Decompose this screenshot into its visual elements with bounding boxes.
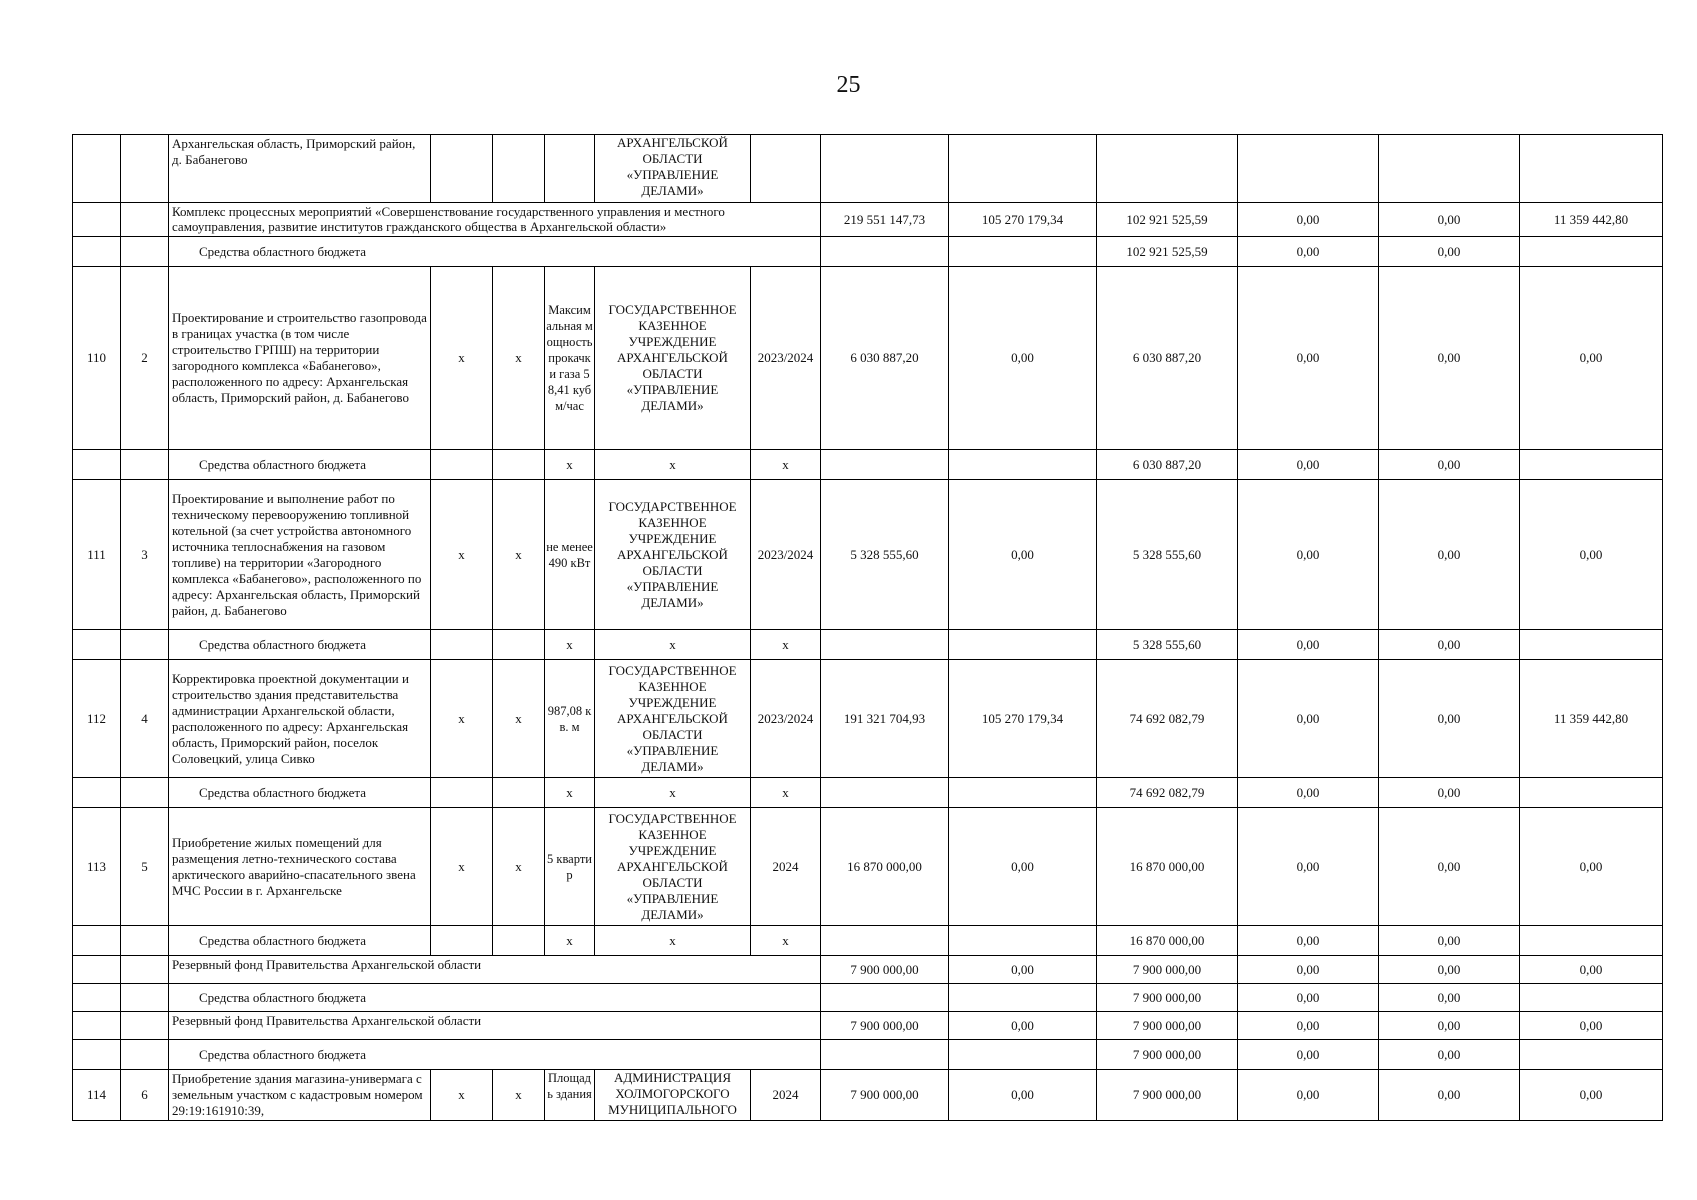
value-cell: 0,00 bbox=[1379, 237, 1520, 267]
x-cell: х bbox=[545, 630, 595, 660]
table-row bbox=[73, 203, 1663, 237]
item-name: Проектирование и выполнение работ по техническому перевооружению топливной котельной (за счет устройства автономного источника теплоснабжения на газовом топливе) на территории «Загородного комплекса «Бабанегово», расположенного по адресу: Архангельская область, Приморский район, д. Бабанегово bbox=[169, 480, 431, 630]
value-cell: 74 692 082,79 bbox=[1097, 778, 1238, 808]
value-cell: 0,00 bbox=[1379, 984, 1520, 1012]
item-name: Приобретение жилых помещений для размещения летно-технического состава арктического аварийно-спасательного звена МЧС России в г. Архангельске bbox=[169, 808, 431, 926]
item-name: Корректировка проектной документации и строительство здания представительства администрации Архангельской области, расположенного по адресу: Архангельская область, Приморский район, поселок Соловецкий, улица Сивко bbox=[169, 660, 431, 778]
row-number: 113 bbox=[73, 808, 121, 926]
x-cell: х bbox=[751, 630, 821, 660]
total-cell: 7 900 000,00 bbox=[821, 956, 949, 984]
capacity-cell: не менее 490 кВт bbox=[545, 480, 595, 630]
x-cell: х bbox=[431, 480, 493, 630]
row-subnumber: 3 bbox=[121, 480, 169, 630]
x-cell: х bbox=[545, 778, 595, 808]
total-cell: 7 900 000,00 bbox=[821, 1070, 949, 1121]
row-number: 114 bbox=[73, 1070, 121, 1121]
table-row bbox=[73, 956, 1663, 984]
budget-label: Средства областного бюджета bbox=[169, 778, 431, 808]
value-cell: 0,00 bbox=[1520, 808, 1663, 926]
value-cell: 0,00 bbox=[1379, 1040, 1520, 1070]
reserve-name: Резервный фонд Правительства Архангельской области bbox=[169, 1012, 821, 1040]
x-cell: х bbox=[493, 1070, 545, 1121]
value-cell: 5 328 555,60 bbox=[1097, 480, 1238, 630]
row-subnumber: 6 bbox=[121, 1070, 169, 1121]
budget-label: Средства областного бюджета bbox=[169, 926, 431, 956]
table-row bbox=[73, 808, 1663, 926]
value-cell: 0,00 bbox=[1379, 203, 1520, 237]
row-subnumber: 4 bbox=[121, 660, 169, 778]
row-number: 110 bbox=[73, 267, 121, 450]
x-cell: х bbox=[493, 808, 545, 926]
table-row bbox=[73, 1040, 1663, 1070]
x-cell: х bbox=[493, 660, 545, 778]
value-cell: 0,00 bbox=[1238, 1070, 1379, 1121]
value-cell: 0,00 bbox=[1379, 450, 1520, 480]
value-cell: 16 870 000,00 bbox=[1097, 808, 1238, 926]
x-cell: х bbox=[431, 660, 493, 778]
total-cell: 16 870 000,00 bbox=[821, 808, 949, 926]
table-row bbox=[73, 778, 1663, 808]
x-cell: х bbox=[751, 450, 821, 480]
value-cell: 7 900 000,00 bbox=[1097, 956, 1238, 984]
value-cell: 0,00 bbox=[1238, 956, 1379, 984]
responsible-org: АРХАНГЕЛЬСКОЙ ОБЛАСТИ «УПРАВЛЕНИЕ ДЕЛАМИ» bbox=[595, 135, 751, 203]
x-cell: х bbox=[751, 778, 821, 808]
x-cell: х bbox=[595, 926, 751, 956]
value-cell: 0,00 bbox=[949, 808, 1097, 926]
value-cell: 11 359 442,80 bbox=[1520, 203, 1663, 237]
value-cell: 0,00 bbox=[1238, 1012, 1379, 1040]
total-cell: 191 321 704,93 bbox=[821, 660, 949, 778]
table-row bbox=[73, 984, 1663, 1012]
x-cell: х bbox=[595, 450, 751, 480]
table-row bbox=[73, 926, 1663, 956]
value-cell: 0,00 bbox=[1379, 1012, 1520, 1040]
period-cell: 2024 bbox=[751, 808, 821, 926]
table-row bbox=[73, 450, 1663, 480]
complex-name: Комплекс процессных мероприятий «Совершенствование государственного управления и местного самоуправления, развитие институтов гражданского общества в Архангельской области» bbox=[169, 203, 821, 237]
table-row bbox=[73, 660, 1663, 778]
capacity-cell: Площадь здания bbox=[545, 1070, 595, 1121]
value-cell: 0,00 bbox=[1520, 956, 1663, 984]
value-cell: 7 900 000,00 bbox=[1097, 984, 1238, 1012]
value-cell: 0,00 bbox=[1379, 660, 1520, 778]
value-cell: 11 359 442,80 bbox=[1520, 660, 1663, 778]
capacity-cell: 987,08 кв. м bbox=[545, 660, 595, 778]
value-cell: 74 692 082,79 bbox=[1097, 660, 1238, 778]
budget-label: Средства областного бюджета bbox=[169, 237, 821, 267]
x-cell: х bbox=[751, 926, 821, 956]
budget-label: Средства областного бюджета bbox=[169, 1040, 821, 1070]
period-cell: 2024 bbox=[751, 1070, 821, 1121]
row-subnumber: 2 bbox=[121, 267, 169, 450]
row-number: 112 bbox=[73, 660, 121, 778]
value-cell: 0,00 bbox=[1238, 203, 1379, 237]
table-row bbox=[73, 237, 1663, 267]
value-cell: 0,00 bbox=[1379, 808, 1520, 926]
period-cell: 2023/2024 bbox=[751, 480, 821, 630]
value-cell: 7 900 000,00 bbox=[1097, 1070, 1238, 1121]
x-cell: х bbox=[545, 450, 595, 480]
value-cell: 0,00 bbox=[1238, 450, 1379, 480]
value-cell: 0,00 bbox=[1238, 808, 1379, 926]
total-cell: 7 900 000,00 bbox=[821, 1012, 949, 1040]
value-cell: 0,00 bbox=[1379, 1070, 1520, 1121]
value-cell: 7 900 000,00 bbox=[1097, 1012, 1238, 1040]
budget-label: Средства областного бюджета bbox=[169, 984, 821, 1012]
item-name: Приобретение здания магазина-универмага с земельным участком с кадастровым номером 29:19:161910:39, bbox=[169, 1070, 431, 1121]
table-row bbox=[73, 135, 1663, 203]
x-cell: х bbox=[431, 808, 493, 926]
table-row bbox=[73, 1070, 1663, 1121]
value-cell: 102 921 525,59 bbox=[1097, 237, 1238, 267]
x-cell: х bbox=[595, 630, 751, 660]
value-cell: 0,00 bbox=[1238, 267, 1379, 450]
x-cell: х bbox=[493, 267, 545, 450]
table-row bbox=[73, 480, 1663, 630]
value-cell: 0,00 bbox=[1238, 237, 1379, 267]
value-cell: 102 921 525,59 bbox=[1097, 203, 1238, 237]
x-cell: х bbox=[595, 778, 751, 808]
value-cell: 0,00 bbox=[1379, 480, 1520, 630]
total-cell: 5 328 555,60 bbox=[821, 480, 949, 630]
value-cell: 0,00 bbox=[1520, 267, 1663, 450]
value-cell: 0,00 bbox=[1379, 630, 1520, 660]
capacity-cell: 5 квартир bbox=[545, 808, 595, 926]
value-cell: 0,00 bbox=[949, 956, 1097, 984]
value-cell: 0,00 bbox=[1379, 926, 1520, 956]
x-cell: х bbox=[545, 926, 595, 956]
responsible-org: ГОСУДАРСТВЕННОЕ КАЗЕННОЕ УЧРЕЖДЕНИЕ АРХАНГЕЛЬСКОЙ ОБЛАСТИ «УПРАВЛЕНИЕ ДЕЛАМИ» bbox=[595, 660, 751, 778]
responsible-org: ГОСУДАРСТВЕННОЕ КАЗЕННОЕ УЧРЕЖДЕНИЕ АРХАНГЕЛЬСКОЙ ОБЛАСТИ «УПРАВЛЕНИЕ ДЕЛАМИ» bbox=[595, 808, 751, 926]
value-cell: 16 870 000,00 bbox=[1097, 926, 1238, 956]
value-cell: 0,00 bbox=[1520, 480, 1663, 630]
value-cell: 0,00 bbox=[949, 480, 1097, 630]
row-subnumber: 5 bbox=[121, 808, 169, 926]
budget-label: Средства областного бюджета bbox=[169, 450, 431, 480]
value-cell: 7 900 000,00 bbox=[1097, 1040, 1238, 1070]
x-cell: х bbox=[493, 480, 545, 630]
x-cell: х bbox=[431, 267, 493, 450]
responsible-org: ГОСУДАРСТВЕННОЕ КАЗЕННОЕ УЧРЕЖДЕНИЕ АРХАНГЕЛЬСКОЙ ОБЛАСТИ «УПРАВЛЕНИЕ ДЕЛАМИ» bbox=[595, 480, 751, 630]
page-number: 25 bbox=[836, 72, 861, 98]
total-cell: 6 030 887,20 bbox=[821, 267, 949, 450]
table-row bbox=[73, 630, 1663, 660]
item-name: Архангельская область, Приморский район, д. Бабанегово bbox=[169, 135, 431, 203]
value-cell: 0,00 bbox=[1238, 984, 1379, 1012]
budget-label: Средства областного бюджета bbox=[169, 630, 431, 660]
value-cell: 0,00 bbox=[1379, 778, 1520, 808]
value-cell: 6 030 887,20 bbox=[1097, 450, 1238, 480]
value-cell: 0,00 bbox=[1520, 1012, 1663, 1040]
x-cell: х bbox=[431, 1070, 493, 1121]
value-cell: 0,00 bbox=[1238, 480, 1379, 630]
responsible-org: ГОСУДАРСТВЕННОЕ КАЗЕННОЕ УЧРЕЖДЕНИЕ АРХАНГЕЛЬСКОЙ ОБЛАСТИ «УПРАВЛЕНИЕ ДЕЛАМИ» bbox=[595, 267, 751, 450]
period-cell: 2023/2024 bbox=[751, 660, 821, 778]
value-cell: 5 328 555,60 bbox=[1097, 630, 1238, 660]
value-cell: 105 270 179,34 bbox=[949, 660, 1097, 778]
value-cell: 0,00 bbox=[1238, 778, 1379, 808]
value-cell: 0,00 bbox=[1520, 1070, 1663, 1121]
reserve-name: Резервный фонд Правительства Архангельской области bbox=[169, 956, 821, 984]
total-cell: 219 551 147,73 bbox=[821, 203, 949, 237]
table-row bbox=[73, 267, 1663, 450]
value-cell: 0,00 bbox=[949, 1012, 1097, 1040]
value-cell: 0,00 bbox=[1238, 926, 1379, 956]
value-cell: 6 030 887,20 bbox=[1097, 267, 1238, 450]
value-cell: 0,00 bbox=[1238, 1040, 1379, 1070]
capacity-cell: Максимальная мощность прокачки газа 58,41 куб м/час bbox=[545, 267, 595, 450]
value-cell: 0,00 bbox=[949, 267, 1097, 450]
value-cell: 0,00 bbox=[949, 1070, 1097, 1121]
table-row bbox=[73, 1012, 1663, 1040]
value-cell: 0,00 bbox=[1379, 956, 1520, 984]
budget-table bbox=[72, 134, 1663, 1121]
value-cell: 0,00 bbox=[1379, 267, 1520, 450]
responsible-org: АДМИНИСТРАЦИЯ ХОЛМОГОРСКОГО МУНИЦИПАЛЬНОГО bbox=[595, 1070, 751, 1121]
item-name: Проектирование и строительство газопровода в границах участка (в том числе строительство ГРПШ) на территории загородного комплекса «Бабанегово», расположенного по адресу: Архангельская область, Приморский район, д. Бабанегово bbox=[169, 267, 431, 450]
value-cell: 0,00 bbox=[1238, 630, 1379, 660]
row-number: 111 bbox=[73, 480, 121, 630]
period-cell: 2023/2024 bbox=[751, 267, 821, 450]
value-cell: 0,00 bbox=[1238, 660, 1379, 778]
value-cell: 105 270 179,34 bbox=[949, 203, 1097, 237]
